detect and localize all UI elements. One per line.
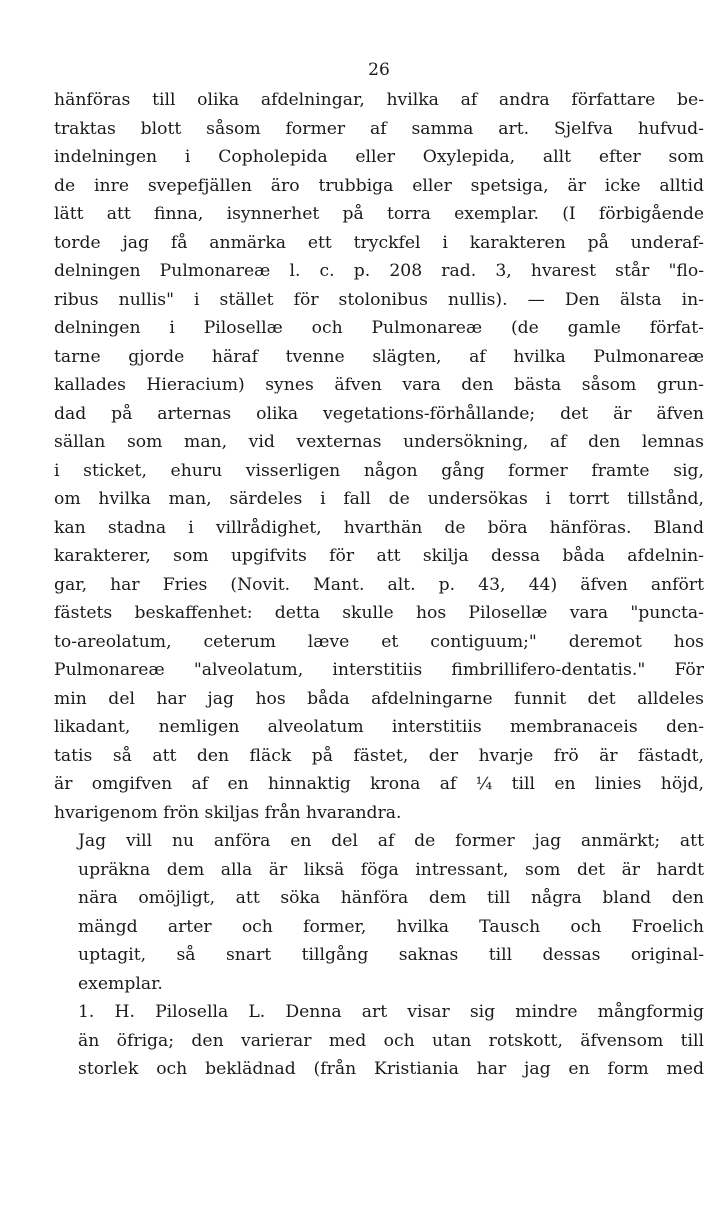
text-line: i sticket, ehuru visserligen någon gång former framte sig,: [54, 460, 704, 481]
text-line: likadant, nemligen alveolatum interstitiis membranaceis den-: [54, 717, 704, 737]
text-line: hvarigenom frön skiljas från hvarandra.: [54, 802, 402, 823]
text-line: torde jag få anmärka ett tryckfel i karakteren på underaf-: [54, 232, 704, 253]
text-line: lätt att finna, isynnerhet på torra exemplar. (I förbigående: [54, 204, 704, 224]
paragraph-1: [54, 86, 704, 827]
text-line: Pulmonareæ "alveolatum, interstitiis fimbrillifero-dentatis." För: [54, 660, 704, 680]
text-line: delningen i Pilosellæ och Pulmonareæ (de gamle förfat-: [54, 318, 704, 338]
text-line: exemplar.: [78, 973, 163, 994]
text-line: fästets beskaffenhet: detta skulle hos Pilosellæ vara "puncta-: [54, 603, 704, 623]
page-number: 26: [368, 60, 390, 80]
text-line: gar, har Fries (Novit. Mant. alt. p. 43, 44) äfven anfört: [54, 574, 704, 595]
text-line: storlek och beklädnad (från Kristiania har jag en form med: [78, 1059, 704, 1079]
text-line: to-areolatum, ceterum læve et contiguum;" deremot hos: [54, 631, 704, 652]
text-line: upräkna dem alla är liksä föga intressant, som det är hardt: [78, 859, 704, 880]
text-line: delningen Pulmonareæ l. c. p. 208 rad. 3, hvarest står "flo-: [54, 261, 704, 281]
text-line: hänföras till olika afdelningar, hvilka af andra författare be-: [54, 90, 704, 110]
text-line: karakterer, som upgifvits för att skilja dessa båda afdelnin-: [54, 546, 704, 566]
text-line: mängd arter och former, hvilka Tausch och Froelich: [78, 916, 704, 937]
text-line: ribus nullis" i stället för stolonibus nullis). — Den älsta in-: [54, 289, 704, 310]
text-line: min del har jag hos båda afdelningarne funnit det alldeles: [54, 688, 704, 709]
text-line: sällan som man, vid vexternas undersökning, af den lemnas: [54, 432, 704, 452]
text-line: är omgifven af en hinnaktig krona af ¼ till en linies höjd,: [54, 774, 704, 794]
paragraph-3: [54, 998, 704, 1084]
text-line: 1. H. Pilosella L. Denna art visar sig mindre mångformig: [78, 1002, 704, 1022]
text-line: än öfriga; den varierar med och utan rotskott, äfvensom till: [78, 1030, 704, 1051]
text-line: Jag vill nu anföra en del af de former jag anmärkt; att: [78, 831, 704, 851]
text-line: de inre svepefjällen äro trubbiga eller spetsiga, är icke alltid: [54, 175, 704, 196]
text-line: kan stadna i villrådighet, hvarthän de böra hänföras. Bland: [54, 517, 704, 538]
text-line: nära omöjligt, att söka hänföra dem till några bland den: [78, 888, 704, 908]
text-line: tarne gjorde häraf tvenne slägten, af hvilka Pulmonareæ: [54, 346, 704, 367]
text-line: om hvilka man, särdeles i fall de undersökas i torrt tillstånd,: [54, 489, 704, 509]
text-line: indelningen i Copholepida eller Oxylepida, allt efter som: [54, 147, 704, 167]
text-line: traktas blott såsom former af samma art. Sjelfva hufvud-: [54, 118, 704, 139]
text-line: uptagit, så snart tillgång saknas till dessas original-: [78, 945, 704, 965]
document-page: [54, 58, 704, 1084]
text-line: tatis så att den fläck på fästet, der hvarje frö är fästadt,: [54, 745, 704, 766]
text-line: kallades Hieracium) synes äfven vara den bästa såsom grun-: [54, 375, 704, 395]
text-line: dad på arternas olika vegetations-förhållande; det är äfven: [54, 403, 704, 424]
paragraph-2: [54, 827, 704, 998]
